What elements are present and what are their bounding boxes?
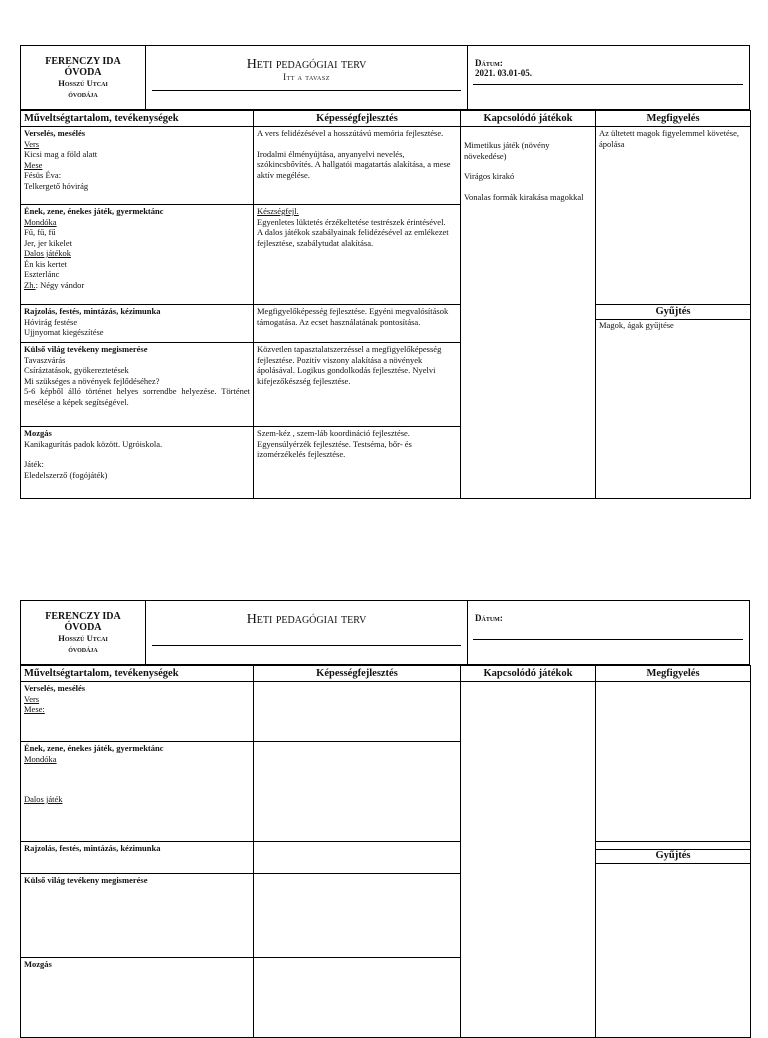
date-cell: [467, 46, 749, 109]
game-item: Virágos kirakó: [464, 171, 515, 181]
skill-cell[interactable]: [254, 874, 461, 958]
activity-cell: [21, 842, 254, 874]
activity-cell: [21, 958, 254, 1038]
observation-text: Az ültetett magok figyelemmel követése, ápolása: [599, 128, 739, 149]
activity-cell: [21, 205, 254, 305]
activity-line: Mese:: [24, 704, 45, 714]
activity-title: Külső világ tevékeny megismerése: [24, 344, 148, 354]
skill-cell[interactable]: [254, 958, 461, 1038]
activity-line: Eledelszerző (fogójáték): [24, 469, 108, 480]
skill-text: A dalos játékok szabályainak felidézésével az emlékezet fejlesztése, szabálytudat alakítása.: [257, 227, 449, 248]
institution-name: [21, 601, 146, 664]
institution-line: Hosszú Utcai: [58, 78, 108, 88]
activity-line: Hóvirág festése: [24, 316, 78, 327]
column-header: Képességfejlesztés: [254, 111, 461, 127]
activity-line: [24, 280, 250, 291]
institution-line: ÓVODA: [64, 67, 102, 78]
column-header: Megfigyelés: [596, 666, 751, 682]
institution-line: FERENCZY IDA: [45, 56, 121, 67]
institution-line: óvodája: [68, 89, 98, 99]
plan-sheet-blank: [20, 600, 750, 1038]
collecting-text: Magok, ágak gyűjtése: [599, 319, 674, 330]
activity-title: Rajzolás, festés, mintázás, kézimunka: [24, 306, 161, 316]
activity-cell: [21, 127, 254, 205]
column-header: Műveltségtartalom, tevékenységek: [21, 111, 254, 127]
table-header-row: [21, 666, 751, 682]
plan-subtitle: Itt a tavasz: [283, 72, 330, 82]
institution-line: Hosszú Utcai: [58, 633, 108, 643]
table-row: [21, 682, 751, 742]
column-header: Kapcsolódó játékok: [461, 666, 596, 682]
activity-line-text: : Négy vándor: [35, 279, 85, 290]
date-label: Dátum:: [475, 613, 503, 623]
activity-cell: [21, 343, 254, 427]
skill-cell: [254, 427, 461, 499]
skill-cell: [254, 305, 461, 343]
activity-cell: [21, 682, 254, 742]
column-header: Műveltségtartalom, tevékenységek: [21, 666, 254, 682]
activity-line: Dalos játékok: [24, 248, 71, 258]
column-header: Képességfejlesztés: [254, 666, 461, 682]
title-underline: [152, 90, 461, 91]
activity-line: Mondóka: [24, 216, 57, 227]
date-label: Dátum:: [475, 58, 503, 68]
activity-cell: [21, 427, 254, 499]
activity-line: Tavaszvárás: [24, 354, 66, 365]
column-header: Megfigyelés: [596, 111, 751, 127]
skill-cell: [254, 343, 461, 427]
plan-title: Heti pedagógiai terv: [246, 57, 367, 72]
activity-title: Ének, zene, énekes játék, gyermektánc: [24, 743, 164, 753]
skill-text: Megfigyelőképesség fejlesztése. Egyéni megvalósítások támogatása. Az ecset használatának pontosítása.: [257, 306, 449, 327]
institution-line: ÓVODA: [64, 622, 102, 633]
skill-text: Egyenletes lüktetés érzékeltetése testrészek érintésével.: [257, 216, 446, 227]
collecting-title: Gyűjtés: [596, 849, 750, 864]
activity-line: Eszterlánc: [24, 269, 60, 279]
activity-line: 5-6 képből álló történet helyes sorrendbe helyezése. Történet mesélése a képek segítségével.: [24, 386, 250, 407]
skill-title: Készségfejl.: [257, 206, 299, 216]
table-header-row: [21, 111, 751, 127]
activity-title: Mozgás: [24, 428, 52, 438]
activity-title: Rajzolás, festés, mintázás, kézimunka: [24, 843, 161, 853]
activity-cell: [21, 874, 254, 958]
activity-line: Kanikagurítás padok között. Ugróiskola.: [24, 438, 163, 449]
activity-line: Vers: [24, 138, 40, 149]
activity-title: Külső világ tevékeny megismerése: [24, 875, 148, 885]
activity-line: Kicsi mag a föld alatt: [24, 149, 98, 159]
date-underline: [473, 639, 743, 640]
activity-line: Fésüs Éva:: [24, 170, 62, 180]
sheet-header: [20, 45, 750, 110]
plan-table: [20, 665, 751, 1038]
activity-line: Fű, fű, fű: [24, 227, 56, 237]
activity-title: Verselés, mesélés: [24, 683, 86, 693]
game-item: Mimetikus játék (növény növekedése): [464, 140, 550, 161]
activity-line: Dalos játék: [24, 794, 63, 804]
activity-title: Ének, zene, énekes játék, gyermektánc: [24, 206, 164, 216]
activity-cell: [21, 305, 254, 343]
title-cell: [146, 46, 468, 109]
observation-cell[interactable]: [596, 682, 751, 842]
institution-name: [21, 46, 146, 109]
plan-title: Heti pedagógiai terv: [246, 612, 367, 627]
collecting-cell: [596, 305, 751, 499]
game-item: Vonalas formák kirakása magokkal: [464, 191, 584, 202]
activity-line: Játék:: [24, 459, 44, 469]
activity-line: Ujjnyomat kiegészítése: [24, 327, 104, 337]
skill-cell: [254, 205, 461, 305]
date-cell: [467, 601, 749, 664]
collecting-cell[interactable]: [596, 842, 751, 1038]
activity-line: Telkergető hóvirág: [24, 180, 89, 191]
activity-title: Mozgás: [24, 959, 52, 969]
plan-sheet-filled: [20, 45, 750, 499]
activity-line: Én kis kertet: [24, 258, 67, 269]
activity-line: Csíráztatások, gyökereztetések: [24, 365, 129, 375]
date-value: 2021. 03.01-05.: [475, 68, 532, 78]
games-cell[interactable]: [461, 682, 596, 1038]
table-row: [21, 842, 751, 874]
sheet-header: [20, 600, 750, 665]
title-cell: [146, 601, 468, 664]
games-cell: [461, 127, 596, 499]
activity-line: Mese: [24, 159, 43, 170]
activity-line-abbrev: Zh.: [24, 279, 36, 290]
table-row: [21, 305, 751, 343]
institution-line: óvodája: [68, 644, 98, 654]
title-underline: [152, 645, 461, 646]
skill-cell[interactable]: [254, 842, 461, 874]
observation-cell: [596, 127, 751, 305]
skill-text: Közvetlen tapasztalatszerzéssel a megfigyelőképesség fejlesztése. Pozitív viszony alakítása a növények ápolásával. Logikus gondolkodás fejlesztése. Nyelvi kifejezőkészség fejlesztése.: [257, 344, 442, 386]
activity-cell: [21, 742, 254, 842]
activity-line: Jer, jer kikelet: [24, 237, 73, 248]
institution-line: FERENCZY IDA: [45, 611, 121, 622]
table-row: [21, 127, 751, 205]
skill-cell[interactable]: [254, 742, 461, 842]
skill-cell[interactable]: [254, 682, 461, 742]
skill-text: A vers felidézésével a hosszútávú memória fejlesztése.: [257, 128, 444, 138]
column-header: Kapcsolódó játékok: [461, 111, 596, 127]
activity-title: Verselés, mesélés: [24, 128, 86, 138]
activity-line: Vers: [24, 693, 40, 704]
skill-text: Irodalmi élményújtása, anyanyelvi nevelés, szókincsbővítés. A hallgatói magatartás alakítása, a mese aktív megélése.: [257, 148, 451, 180]
collecting-title: Gyűjtés: [596, 306, 750, 320]
date-underline: [473, 84, 743, 85]
activity-line: Mondóka: [24, 753, 57, 764]
skill-text: Szem-kéz , szem-láb koordináció fejlesztése. Egyensúlyérzék fejlesztése. Testséma, bőr- és izomérzékelés fejlesztése.: [257, 428, 412, 459]
skill-cell: [254, 127, 461, 205]
activity-line: Mi szükséges a növények fejlődéséhez?: [24, 375, 160, 386]
plan-table: [20, 110, 751, 499]
